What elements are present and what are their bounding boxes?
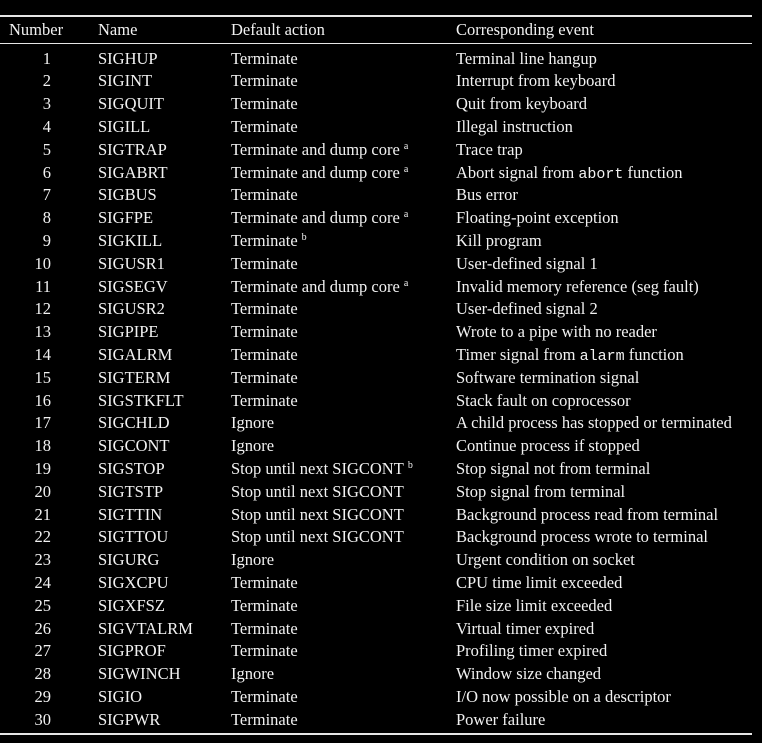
default-action: [231, 162, 408, 185]
event-text: I/O now possible on a descriptor: [456, 686, 671, 706]
table-row: [0, 390, 762, 413]
signal-name: SIGUSR1: [98, 253, 165, 273]
signal-name: SIGPROF: [98, 641, 166, 661]
corresponding-event: [456, 367, 639, 390]
signal-name: SIGSTKFLT: [98, 390, 184, 410]
corresponding-event: [456, 93, 587, 116]
signal-number: 29: [34, 686, 51, 706]
signal-number: 24: [34, 572, 51, 592]
event-text: Continue process if stopped: [456, 436, 640, 456]
function-name-code: alarm: [579, 347, 625, 365]
default-action-text: Terminate: [231, 390, 298, 410]
signal-name: SIGPWR: [98, 709, 161, 729]
table-row: [0, 321, 762, 344]
signal-name: SIGIO: [98, 686, 142, 706]
header-rule: [0, 43, 752, 44]
event-text: Background process read from terminal: [456, 504, 719, 524]
footnote-marker: b: [407, 459, 413, 471]
default-action: [231, 321, 298, 344]
table-row: [0, 70, 762, 93]
corresponding-event: [456, 207, 619, 230]
corresponding-event: [456, 549, 635, 572]
event-text: function: [623, 162, 683, 182]
table-row: [0, 618, 762, 641]
signal-number: 21: [34, 504, 51, 524]
default-action: [231, 412, 274, 435]
table-row: [0, 184, 762, 207]
corresponding-event: [456, 276, 699, 299]
signal-name: SIGINT: [98, 71, 153, 91]
table-row: [0, 663, 762, 686]
event-text: Timer signal from: [456, 344, 580, 364]
event-text: Stack fault on coprocessor: [456, 390, 631, 410]
signal-number: 15: [34, 367, 51, 387]
signal-name: SIGILL: [98, 116, 151, 136]
table-row: [0, 253, 762, 276]
table-row: [0, 230, 762, 253]
corresponding-event: [456, 526, 708, 549]
default-action: [231, 686, 298, 709]
default-action-text: Terminate: [231, 572, 298, 592]
table-row: [0, 709, 762, 732]
table-row: [0, 48, 762, 71]
default-action: [231, 344, 298, 367]
signal-name: SIGTERM: [98, 367, 171, 387]
event-text: Abort signal from: [456, 162, 579, 182]
header-default-action: Default action: [231, 20, 325, 39]
event-text: Bus error: [456, 185, 518, 205]
event-text: Trace trap: [456, 139, 523, 159]
default-action: [231, 253, 298, 276]
signal-number: 30: [34, 709, 51, 729]
signal-name: SIGXFSZ: [98, 595, 165, 615]
header-name: Name: [98, 20, 138, 39]
signal-number: 14: [34, 344, 51, 364]
corresponding-event: [456, 184, 518, 207]
event-text: User-defined signal 2: [456, 299, 598, 319]
default-action: [231, 595, 298, 618]
default-action: [231, 572, 298, 595]
signal-number: 19: [34, 458, 51, 478]
table-row: [0, 207, 762, 230]
signal-number: 6: [42, 162, 51, 182]
default-action: [231, 390, 298, 413]
default-action: [231, 481, 404, 504]
event-text: Stop signal from terminal: [456, 481, 626, 501]
default-action-text: Terminate: [231, 116, 298, 136]
table-row: [0, 412, 762, 435]
corresponding-event: [456, 458, 650, 481]
corresponding-event: [456, 230, 542, 253]
event-text: Quit from keyboard: [456, 94, 588, 114]
signal-name: SIGWINCH: [98, 664, 181, 684]
signal-name: SIGFPE: [98, 208, 154, 228]
signal-name: SIGURG: [98, 550, 160, 570]
footnote-marker: a: [403, 277, 409, 289]
signal-name: SIGUSR2: [98, 299, 165, 319]
corresponding-event: [456, 48, 597, 71]
signal-number: 9: [42, 230, 51, 250]
corresponding-event: [456, 412, 732, 435]
signal-number: 13: [34, 322, 51, 342]
signal-number: 3: [42, 94, 51, 114]
table-row: [0, 116, 762, 139]
table-row: [0, 162, 762, 185]
signal-number: 12: [34, 299, 51, 319]
table-row: [0, 435, 762, 458]
default-action-text: Terminate: [231, 344, 298, 364]
signal-number: 26: [34, 618, 51, 638]
default-action: [231, 298, 298, 321]
event-text: Window size changed: [456, 664, 602, 684]
table-row: [0, 298, 762, 321]
corresponding-event: [456, 139, 523, 162]
default-action: [231, 207, 408, 230]
default-action-text: Ignore: [231, 413, 275, 433]
default-action-text: Terminate and dump core: [231, 162, 400, 182]
event-text: Floating-point exception: [456, 208, 619, 228]
footnote-marker: b: [301, 231, 307, 243]
default-action: [231, 549, 274, 572]
event-text: File size limit exceeded: [456, 595, 613, 615]
signal-name: SIGSTOP: [98, 458, 165, 478]
event-text: Urgent condition on socket: [456, 550, 635, 570]
event-text: Stop signal not from terminal: [456, 458, 651, 478]
corresponding-event: [456, 572, 622, 595]
table-header-row: [0, 19, 762, 42]
default-action-text: Terminate: [231, 618, 298, 638]
signal-name: SIGTRAP: [98, 139, 167, 159]
default-action: [231, 663, 274, 686]
table-row: [0, 367, 762, 390]
default-action-text: Stop until next SIGCONT: [231, 481, 404, 501]
default-action-text: Terminate: [231, 595, 298, 615]
event-text: Wrote to a pipe with no reader: [456, 322, 657, 342]
corresponding-event: [456, 162, 683, 187]
function-name-code: abort: [578, 165, 624, 183]
corresponding-event: [456, 640, 607, 663]
default-action-text: Terminate and dump core: [231, 139, 400, 159]
table-row: [0, 458, 762, 481]
default-action-text: Terminate: [231, 322, 298, 342]
event-text: Profiling timer expired: [456, 641, 608, 661]
table-row: [0, 686, 762, 709]
default-action-text: Ignore: [231, 664, 275, 684]
signal-name: SIGPIPE: [98, 322, 159, 342]
corresponding-event: [456, 481, 625, 504]
signal-name: SIGHUP: [98, 48, 158, 68]
default-action-text: Terminate and dump core: [231, 276, 400, 296]
table-row: [0, 276, 762, 299]
signal-number: 2: [42, 71, 51, 91]
signal-number: 23: [34, 550, 51, 570]
corresponding-event: [456, 70, 615, 93]
default-action: [231, 93, 298, 116]
default-action: [231, 48, 298, 71]
default-action: [231, 458, 413, 481]
signal-name: SIGTSTP: [98, 481, 164, 501]
signal-number: 27: [34, 641, 51, 661]
corresponding-event: [456, 595, 612, 618]
signal-name: SIGSEGV: [98, 276, 168, 296]
table-row: [0, 504, 762, 527]
default-action: [231, 70, 298, 93]
table-row: [0, 139, 762, 162]
default-action: [231, 276, 408, 299]
corresponding-event: [456, 253, 598, 276]
default-action-text: Terminate: [231, 94, 298, 114]
default-action-text: Stop until next SIGCONT: [231, 458, 404, 478]
header-corresponding-event: Corresponding event: [456, 20, 594, 39]
default-action-text: Ignore: [231, 550, 275, 570]
table-row: [0, 572, 762, 595]
event-text: Background process wrote to terminal: [456, 527, 709, 547]
top-rule: [0, 15, 752, 17]
default-action-text: Ignore: [231, 436, 275, 456]
footnote-marker: a: [403, 163, 409, 175]
signal-name: SIGQUIT: [98, 94, 164, 114]
default-action: [231, 116, 298, 139]
event-text: Illegal instruction: [456, 116, 573, 136]
table-row: [0, 549, 762, 572]
signal-name: SIGCONT: [98, 436, 170, 456]
default-action: [231, 618, 298, 641]
table-row: [0, 526, 762, 549]
default-action-text: Terminate: [231, 299, 298, 319]
event-text: User-defined signal 1: [456, 253, 598, 273]
default-action: [231, 367, 298, 390]
default-action-text: Terminate: [231, 253, 298, 273]
signal-name: SIGCHLD: [98, 413, 170, 433]
signal-number: 4: [42, 116, 51, 136]
default-action-text: Terminate: [231, 641, 298, 661]
signal-number: 16: [34, 390, 51, 410]
default-action: [231, 504, 404, 527]
default-action-text: Terminate: [231, 230, 298, 250]
table-row: [0, 640, 762, 663]
default-action: [231, 526, 404, 549]
default-action: [231, 709, 298, 732]
default-action-text: Terminate: [231, 71, 298, 91]
corresponding-event: [456, 344, 684, 369]
corresponding-event: [456, 504, 718, 527]
event-text: Kill program: [456, 230, 542, 250]
default-action-text: Terminate: [231, 686, 298, 706]
signal-name: SIGTTIN: [98, 504, 163, 524]
default-action: [231, 435, 274, 458]
corresponding-event: [456, 390, 631, 413]
default-action-text: Terminate: [231, 709, 298, 729]
default-action: [231, 230, 307, 253]
event-text: Invalid memory reference (seg fault): [456, 276, 699, 296]
footnote-marker: a: [403, 209, 409, 221]
signal-number: 18: [34, 436, 51, 456]
signal-name: SIGALRM: [98, 344, 173, 364]
signal-name: SIGABRT: [98, 162, 168, 182]
signal-name: SIGKILL: [98, 230, 163, 250]
default-action-text: Terminate and dump core: [231, 208, 400, 228]
event-text: Virtual timer expired: [456, 618, 595, 638]
default-action: [231, 139, 408, 162]
event-text: Software termination signal: [456, 367, 640, 387]
signal-number: 28: [34, 664, 51, 684]
corresponding-event: [456, 663, 601, 686]
event-text: CPU time limit exceeded: [456, 572, 623, 592]
signal-number: 1: [42, 48, 51, 68]
corresponding-event: [456, 709, 545, 732]
signal-name: SIGBUS: [98, 185, 157, 205]
default-action-text: Terminate: [231, 185, 298, 205]
default-action-text: Terminate: [231, 48, 298, 68]
footnote-marker: a: [403, 140, 409, 152]
signal-name: SIGTTOU: [98, 527, 169, 547]
signal-number: 5: [42, 139, 51, 159]
event-text: Interrupt from keyboard: [456, 71, 616, 91]
signal-number: 22: [34, 527, 51, 547]
signal-number: 10: [34, 253, 51, 273]
signal-number: 11: [35, 276, 51, 296]
corresponding-event: [456, 618, 594, 641]
corresponding-event: [456, 686, 671, 709]
signal-number: 25: [34, 595, 51, 615]
default-action-text: Stop until next SIGCONT: [231, 504, 404, 524]
table-row: [0, 595, 762, 618]
corresponding-event: [456, 321, 657, 344]
event-text: Terminal line hangup: [456, 48, 597, 68]
default-action-text: Terminate: [231, 367, 298, 387]
event-text: function: [624, 344, 684, 364]
corresponding-event: [456, 298, 598, 321]
signal-number: 20: [34, 481, 51, 501]
table-row: [0, 344, 762, 367]
event-text: A child process has stopped or terminated: [456, 413, 732, 433]
default-action: [231, 184, 298, 207]
signal-number: 8: [42, 208, 51, 228]
signal-name: SIGVTALRM: [98, 618, 193, 638]
bottom-rule: [0, 733, 752, 735]
signal-name: SIGXCPU: [98, 572, 169, 592]
event-text: Power failure: [456, 709, 546, 729]
header-number: Number: [9, 20, 64, 39]
corresponding-event: [456, 116, 573, 139]
signal-number: 17: [34, 413, 51, 433]
corresponding-event: [456, 435, 640, 458]
table-row: [0, 481, 762, 504]
signal-number: 7: [42, 185, 51, 205]
default-action-text: Stop until next SIGCONT: [231, 527, 404, 547]
table-row: [0, 93, 762, 116]
default-action: [231, 640, 298, 663]
